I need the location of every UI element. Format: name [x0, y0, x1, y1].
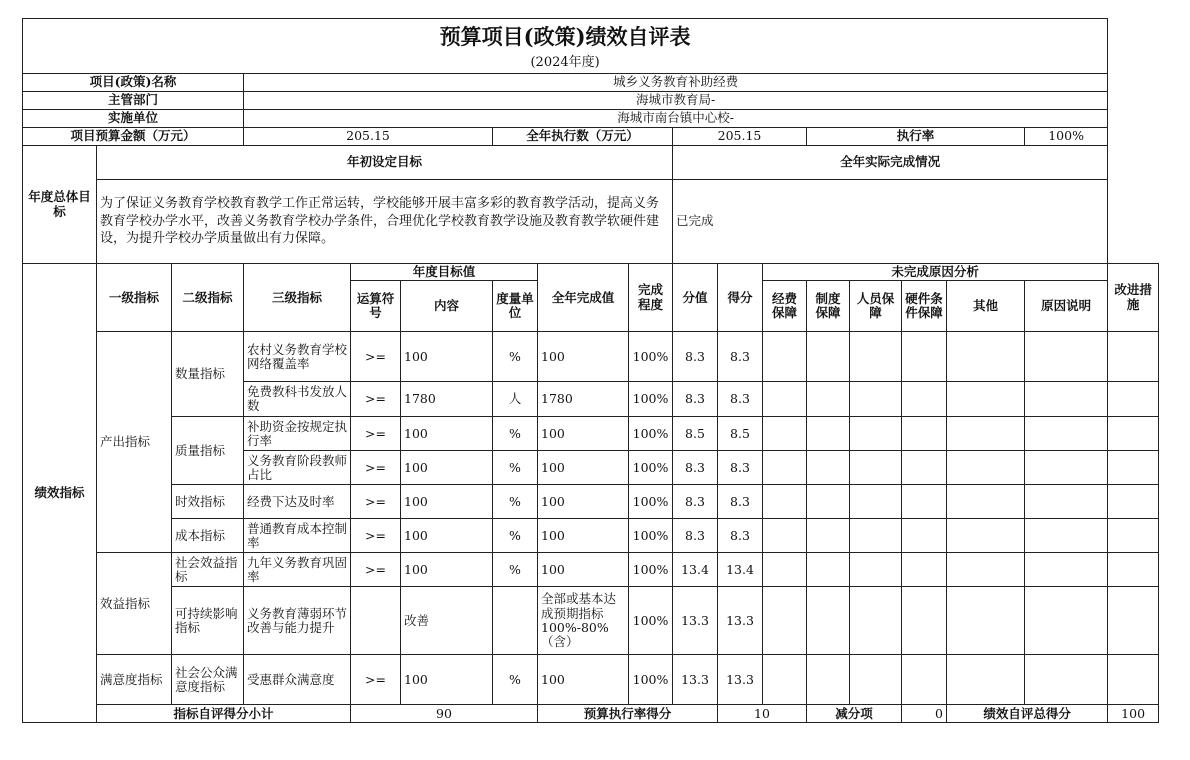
empty-cell: [807, 655, 850, 705]
impl-label: 实施单位: [23, 110, 244, 128]
level2-cell: 社会公众满意度指标: [172, 655, 244, 705]
completion-cell: 100%: [629, 382, 673, 417]
empty-cell: [902, 655, 947, 705]
empty-cell: [902, 332, 947, 382]
level2-cell: 可持续影响指标: [172, 587, 244, 655]
level3-cell: 义务教育阶段教师占比: [244, 451, 351, 485]
full-year-cell: 100: [538, 519, 629, 553]
empty-cell: [947, 553, 1025, 587]
budget-value: 205.15: [244, 128, 493, 146]
table-row: [23, 332, 1159, 382]
got-score-cell: 13.3: [718, 587, 763, 655]
operator-header: 运算符号: [351, 281, 401, 332]
content-cell: 100: [401, 655, 493, 705]
unit-cell: %: [493, 485, 538, 519]
unit-cell: %: [493, 553, 538, 587]
table-row: [23, 519, 1159, 553]
table-row: [23, 485, 1159, 519]
impl-value: 海城市南台镇中心校-: [244, 110, 1108, 128]
completion-cell: 100%: [629, 587, 673, 655]
table-row: [23, 587, 1159, 655]
got-score-cell: 8.3: [718, 382, 763, 417]
empty-cell: [902, 451, 947, 485]
empty-cell: [947, 382, 1025, 417]
empty-cell: [763, 655, 807, 705]
level1-cell: 效益指标: [97, 553, 172, 655]
full-year-cell: 全部或基本达成预期指标100%-80%（含）: [538, 587, 629, 655]
full-year-cell: 100: [538, 332, 629, 382]
rate-label: 执行率: [807, 128, 1025, 146]
content-cell: 100: [401, 553, 493, 587]
empty-cell: [947, 332, 1025, 382]
score-cell: 8.3: [673, 519, 718, 553]
empty-cell: [947, 587, 1025, 655]
other-header: 其他: [947, 281, 1025, 332]
empty-cell: [850, 485, 902, 519]
level3-cell: 农村义务教育学校网络覆盖率: [244, 332, 351, 382]
empty-cell: [1025, 655, 1108, 705]
empty-cell: [763, 451, 807, 485]
level3-cell: 普通教育成本控制率: [244, 519, 351, 553]
level1-cell: 满意度指标: [97, 655, 172, 705]
level2-cell: 时效指标: [172, 485, 244, 519]
level1-header: 一级指标: [97, 264, 172, 332]
table-row: [23, 655, 1159, 705]
operator-cell: >=: [351, 485, 401, 519]
total-value: 100: [1108, 705, 1159, 723]
level3-cell: 免费教科书发放人数: [244, 382, 351, 417]
level2-cell: 质量指标: [172, 417, 244, 485]
table-row: [23, 553, 1159, 587]
level2-cell: 数量指标: [172, 332, 244, 417]
project-name-label: 项目(政策)名称: [23, 74, 244, 92]
score-cell: 8.3: [673, 332, 718, 382]
empty-cell: [763, 485, 807, 519]
empty-cell: [947, 655, 1025, 705]
goal-row-label: 年度总体目标: [23, 146, 97, 264]
full-year-cell: 1780: [538, 382, 629, 417]
empty-cell: [1108, 553, 1159, 587]
level3-cell: 补助资金按规定执行率: [244, 417, 351, 451]
empty-cell: [1108, 655, 1159, 705]
reason-header: 原因说明: [1025, 281, 1108, 332]
empty-cell: [1108, 519, 1159, 553]
got-score-cell: 13.4: [718, 553, 763, 587]
score-cell: 13.4: [673, 553, 718, 587]
level3-cell: 经费下达及时率: [244, 485, 351, 519]
score-header: 分值: [673, 264, 718, 332]
hardware-header: 硬件条件保障: [902, 281, 947, 332]
empty-cell: [947, 417, 1025, 451]
content-cell: 100: [401, 451, 493, 485]
operator-cell: >=: [351, 417, 401, 451]
level3-cell: 义务教育薄弱环节改善与能力提升: [244, 587, 351, 655]
reason-analysis-header: 未完成原因分析: [763, 264, 1108, 281]
empty-cell: [1025, 587, 1108, 655]
full-year-cell: 100: [538, 553, 629, 587]
completion-cell: 100%: [629, 485, 673, 519]
content-cell: 100: [401, 519, 493, 553]
budget-row: [23, 128, 1159, 146]
empty-cell: [1108, 382, 1159, 417]
empty-cell: [1108, 451, 1159, 485]
empty-cell: [763, 553, 807, 587]
completion-cell: 100%: [629, 451, 673, 485]
level2-cell: 社会效益指标: [172, 553, 244, 587]
unit-cell: %: [493, 655, 538, 705]
unit-cell: [493, 587, 538, 655]
perf-indicator-label: 绩效指标: [23, 264, 97, 723]
exec-score-label: 预算执行率得分: [538, 705, 718, 723]
empty-cell: [763, 587, 807, 655]
empty-cell: [947, 451, 1025, 485]
level2-cell: 成本指标: [172, 519, 244, 553]
funding-header: 经费保障: [763, 281, 807, 332]
empty-cell: [807, 519, 850, 553]
completion-cell: 100%: [629, 553, 673, 587]
empty-cell: [850, 519, 902, 553]
year-label: (2024年度): [530, 54, 600, 70]
empty-cell: [1025, 382, 1108, 417]
exec-score-value: 10: [718, 705, 807, 723]
exec-label: 全年执行数（万元）: [493, 128, 673, 146]
got-score-cell: 8.3: [718, 451, 763, 485]
empty-cell: [807, 485, 850, 519]
empty-cell: [850, 382, 902, 417]
dept-value: 海城市教育局-: [244, 92, 1108, 110]
empty-cell: [902, 485, 947, 519]
improve-header: 改进措施: [1108, 264, 1159, 332]
got-score-cell: 8.3: [718, 485, 763, 519]
got-score-cell: 8.3: [718, 519, 763, 553]
completion-cell: 100%: [629, 655, 673, 705]
empty-cell: [807, 587, 850, 655]
empty-cell: [902, 519, 947, 553]
actual-goal-label: 全年实际完成情况: [673, 146, 1108, 180]
got-score-cell: 13.3: [718, 655, 763, 705]
total-label: 绩效自评总得分: [947, 705, 1108, 723]
level2-header: 二级指标: [172, 264, 244, 332]
operator-cell: >=: [351, 519, 401, 553]
empty-cell: [1108, 587, 1159, 655]
goal-text-row: [23, 180, 1159, 264]
empty-cell: [763, 417, 807, 451]
empty-cell: [807, 451, 850, 485]
empty-cell: [1025, 451, 1108, 485]
dept-label: 主管部门: [23, 92, 244, 110]
operator-cell: >=: [351, 382, 401, 417]
empty-cell: [1025, 519, 1108, 553]
empty-cell: [850, 417, 902, 451]
unit-header: 度量单位: [493, 281, 538, 332]
subtotal-value: 90: [351, 705, 538, 723]
indicator-header-row-1: [23, 264, 1159, 281]
level1-cell: 产出指标: [97, 332, 172, 553]
title-row: [23, 19, 1159, 74]
unit-cell: %: [493, 451, 538, 485]
empty-cell: [1108, 332, 1159, 382]
empty-cell: [763, 332, 807, 382]
empty-cell: [807, 553, 850, 587]
table-row: [23, 417, 1159, 451]
content-cell: 改善: [401, 587, 493, 655]
empty-cell: [1025, 332, 1108, 382]
content-cell: 100: [401, 485, 493, 519]
empty-cell: [1108, 485, 1159, 519]
completion-header: 完成程度: [629, 264, 673, 332]
actual-goal-text: 已完成: [673, 180, 1108, 264]
score-cell: 8.3: [673, 451, 718, 485]
evaluation-table: [22, 18, 1159, 723]
got-score-header: 得分: [718, 264, 763, 332]
level3-cell: 受惠群众满意度: [244, 655, 351, 705]
empty-cell: [807, 417, 850, 451]
content-header: 内容: [401, 281, 493, 332]
score-cell: 13.3: [673, 655, 718, 705]
empty-cell: [850, 587, 902, 655]
budget-label: 项目预算金额（万元）: [23, 128, 244, 146]
deduct-value: 0: [902, 705, 947, 723]
completion-cell: 100%: [629, 332, 673, 382]
empty-cell: [850, 553, 902, 587]
operator-cell: >=: [351, 553, 401, 587]
full-year-header: 全年完成值: [538, 264, 629, 332]
level3-cell: 九年义务教育巩固率: [244, 553, 351, 587]
got-score-cell: 8.3: [718, 332, 763, 382]
empty-cell: [902, 587, 947, 655]
empty-cell: [807, 382, 850, 417]
score-cell: 13.3: [673, 587, 718, 655]
got-score-cell: 8.5: [718, 417, 763, 451]
full-year-cell: 100: [538, 655, 629, 705]
unit-cell: %: [493, 519, 538, 553]
rate-value: 100%: [1025, 128, 1108, 146]
staff-header: 人员保障: [850, 281, 902, 332]
full-year-cell: 100: [538, 485, 629, 519]
full-year-cell: 100: [538, 417, 629, 451]
empty-cell: [947, 519, 1025, 553]
dept-row: [23, 92, 1159, 110]
empty-cell: [807, 332, 850, 382]
unit-cell: %: [493, 332, 538, 382]
unit-cell: 人: [493, 382, 538, 417]
completion-cell: 100%: [629, 519, 673, 553]
exec-value: 205.15: [673, 128, 807, 146]
subtotal-label: 指标自评得分小计: [97, 705, 351, 723]
footer-row: [23, 705, 1159, 723]
content-cell: 100: [401, 417, 493, 451]
operator-cell: >=: [351, 332, 401, 382]
score-cell: 8.3: [673, 485, 718, 519]
empty-cell: [763, 519, 807, 553]
operator-cell: >=: [351, 451, 401, 485]
empty-cell: [850, 451, 902, 485]
project-name-row: [23, 74, 1159, 92]
score-cell: 8.3: [673, 382, 718, 417]
operator-cell: [351, 587, 401, 655]
score-cell: 8.5: [673, 417, 718, 451]
impl-row: [23, 110, 1159, 128]
page-title: 预算项目(政策)绩效自评表: [439, 24, 691, 50]
initial-goal-text: 为了保证义务教育学校教育教学工作正常运转，学校能够开展丰富多彩的教育教学活动，提高义务教育学校办学水平，改善义务教育学校办学条件，合理优化学校教育教学设施及教育教学软硬件建设，为提升学校办学质量做出有力保障。: [97, 180, 673, 264]
completion-cell: 100%: [629, 417, 673, 451]
empty-cell: [1025, 417, 1108, 451]
content-cell: 100: [401, 332, 493, 382]
empty-cell: [1025, 485, 1108, 519]
empty-cell: [902, 417, 947, 451]
empty-cell: [850, 332, 902, 382]
unit-cell: %: [493, 417, 538, 451]
empty-cell: [1025, 553, 1108, 587]
empty-cell: [902, 553, 947, 587]
empty-cell: [947, 485, 1025, 519]
system-header: 制度保障: [807, 281, 850, 332]
goal-header-row: [23, 146, 1159, 180]
content-cell: 1780: [401, 382, 493, 417]
empty-cell: [763, 382, 807, 417]
target-value-header: 年度目标值: [351, 264, 538, 281]
deduct-label: 减分项: [807, 705, 902, 723]
empty-cell: [1108, 417, 1159, 451]
full-year-cell: 100: [538, 451, 629, 485]
evaluation-sheet: [22, 18, 1159, 723]
empty-cell: [902, 382, 947, 417]
project-name-value: 城乡义务教育补助经费: [244, 74, 1108, 92]
level3-header: 三级指标: [244, 264, 351, 332]
empty-cell: [850, 655, 902, 705]
operator-cell: >=: [351, 655, 401, 705]
initial-goal-label: 年初设定目标: [97, 146, 673, 180]
